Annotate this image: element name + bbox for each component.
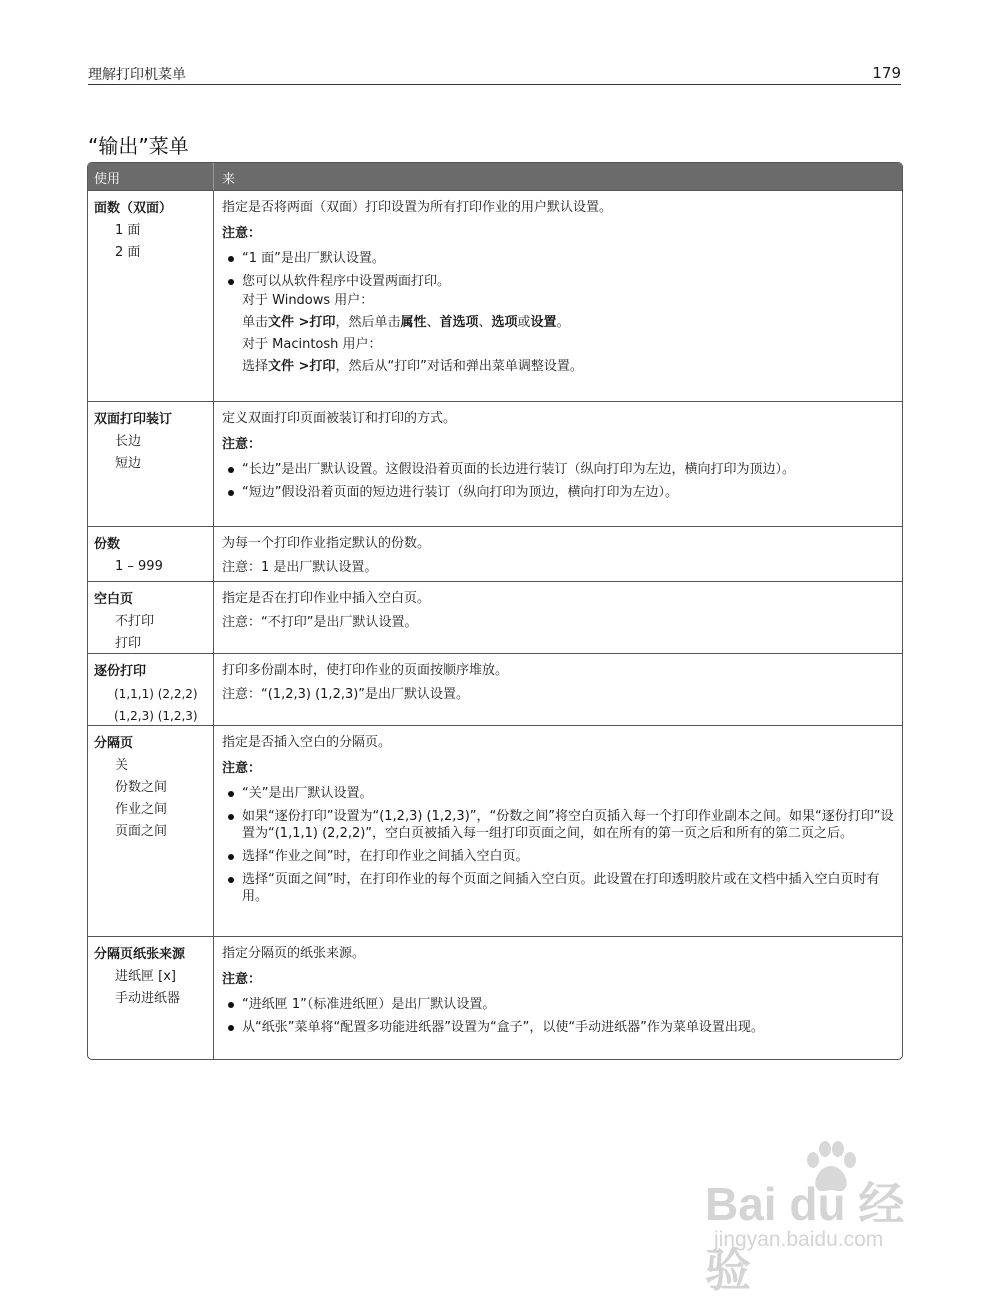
- option-value: 不打印: [115, 614, 155, 629]
- row-desc-cell: [214, 191, 902, 401]
- row-option-cell: [88, 191, 214, 401]
- description: 打印多份副本时，使打印作业的页面按顺序堆放。: [222, 663, 509, 678]
- option-name: 份数: [94, 537, 121, 552]
- table-row: [88, 581, 902, 653]
- menu-path: 首选项: [439, 315, 479, 330]
- row-option-cell: [88, 937, 214, 1059]
- row-desc-cell: [214, 654, 902, 725]
- mac-label: 对于 Macintosh 用户：: [242, 337, 382, 352]
- note-label: 注意：: [222, 972, 262, 987]
- mac-steps: [222, 356, 894, 378]
- menu-path: 文件 >打印: [268, 315, 336, 330]
- windows-steps: [222, 312, 894, 334]
- watermark-logo: Bai du 经验: [705, 1178, 905, 1296]
- option-value: 作业之间: [115, 802, 168, 817]
- text-span: 单击: [242, 315, 269, 330]
- table-row: [88, 401, 902, 526]
- row-option-cell: [88, 402, 214, 526]
- note-text: 注意：1 是出厂默认设置。: [222, 560, 378, 575]
- description: 指定是否将两面（双面）打印设置为所有打印作业的用户默认设置。: [222, 200, 613, 215]
- section-title: “输出”菜单: [88, 134, 189, 158]
- bullet-item: “短边”假设沿着页面的短边进行装订（纵向打印为顶边，横向打印为左边）。: [222, 484, 894, 501]
- bullet-item: 选择“页面之间”时，在打印作业的每个页面之间插入空白页。此设置在打印透明胶片或在文档中插入空白页时有用。: [222, 871, 894, 905]
- bullet-item: “1 面”是出厂默认设置。: [222, 250, 894, 267]
- col-header-use: 使用: [88, 163, 214, 190]
- option-value: 2 面: [115, 245, 141, 260]
- note-text: 注意：“不打印”是出厂默认设置。: [222, 615, 418, 630]
- option-value: 关: [115, 758, 129, 773]
- option-name: 面数（双面）: [94, 201, 173, 216]
- table-row: [88, 725, 902, 936]
- bullet-list: [222, 996, 894, 1036]
- watermark: [700, 1140, 930, 1296]
- row-desc-cell: [214, 937, 902, 1059]
- col-header-to: 来: [222, 172, 236, 187]
- menu-path: 选项: [491, 315, 518, 330]
- bullet-item: 如果“逐份打印”设置为“(1,2,3) (1,2,3)”，“份数之间”将空白页插入每一个打印作业副本之间。如果“逐份打印”设置为“(1,1,1) (2,2,2)”，空白页被插入每一组打印页面之间，如在所有的第一页之后和所有的第二页之后。: [222, 808, 894, 842]
- option-value: 打印: [115, 636, 142, 651]
- table-row: [88, 936, 902, 1059]
- option-value: 1 – 999: [115, 559, 163, 574]
- option-name: 分隔页纸张来源: [94, 947, 186, 962]
- description: 指定是否插入空白的分隔页。: [222, 735, 392, 750]
- table-header: [88, 163, 902, 190]
- option-name: 双面打印装订: [94, 412, 173, 427]
- note-label: 注意：: [222, 437, 262, 452]
- option-value: (1,1,1) (2,2,2): [114, 687, 198, 701]
- note-text: 注意：“(1,2,3) (1,2,3)”是出厂默认设置。: [222, 687, 470, 702]
- menu-path: 设置: [530, 315, 557, 330]
- table-row: [88, 190, 902, 401]
- description: 指定分隔页的纸张来源。: [222, 946, 366, 961]
- row-desc-cell: [214, 527, 902, 581]
- option-value: 进纸匣 [x]: [115, 969, 176, 984]
- description: 定义双面打印页面被装订和打印的方式。: [222, 411, 457, 426]
- text-span: ，然后从“打印”对话和弹出菜单调整设置。: [335, 359, 583, 374]
- windows-label: 对于 Windows 用户：: [242, 293, 374, 308]
- row-option-cell: [88, 726, 214, 936]
- option-value: (1,2,3) (1,2,3): [114, 709, 198, 723]
- text-span: 、: [478, 315, 492, 330]
- bullet-list: [222, 461, 894, 501]
- row-option-cell: [88, 582, 214, 653]
- row-desc-cell: [214, 726, 902, 936]
- menu-path: 属性: [400, 315, 427, 330]
- option-name: 分隔页: [94, 736, 134, 751]
- option-value: 份数之间: [115, 780, 168, 795]
- bullet-item: “关”是出厂默认设置。: [222, 785, 894, 802]
- option-name: 逐份打印: [94, 664, 147, 679]
- text-span: 、: [426, 315, 440, 330]
- header-title: 理解打印机菜单: [88, 67, 186, 83]
- option-value: 短边: [115, 456, 142, 471]
- text-span: ，然后单击: [335, 315, 401, 330]
- row-desc-cell: [214, 402, 902, 526]
- option-name: 空白页: [94, 592, 134, 607]
- menu-path: 文件 >打印: [268, 359, 336, 374]
- text-span: 或: [517, 315, 531, 330]
- bullet-list: [222, 250, 894, 290]
- bullet-list: [222, 785, 894, 905]
- note-label: 注意：: [222, 226, 262, 241]
- option-value: 1 面: [115, 223, 141, 238]
- option-value: 页面之间: [115, 824, 168, 839]
- row-option-cell: [88, 527, 214, 581]
- bullet-item: 从“纸张”菜单将“配置多功能进纸器”设置为“盒子”，以使“手动进纸器”作为菜单设置出现。: [222, 1019, 894, 1036]
- row-option-cell: [88, 654, 214, 725]
- menu-table: [87, 162, 903, 1060]
- bullet-item: “进纸匣 1”（标准进纸匣）是出厂默认设置。: [222, 996, 894, 1013]
- row-desc-cell: [214, 582, 902, 653]
- option-value: 长边: [115, 434, 142, 449]
- table-row: [88, 653, 902, 725]
- page-number: 179: [872, 64, 901, 82]
- bullet-item: “长边”是出厂默认设置。这假设沿着页面的长边进行装订（纵向打印为左边，横向打印为顶边）。: [222, 461, 894, 478]
- option-value: 手动进纸器: [115, 991, 181, 1006]
- note-label: 注意：: [222, 761, 262, 776]
- bullet-item: 选择“作业之间”时，在打印作业之间插入空白页。: [222, 848, 894, 865]
- description: 为每一个打印作业指定默认的份数。: [222, 536, 431, 551]
- bullet-item: 您可以从软件程序中设置两面打印。: [222, 273, 894, 290]
- text-span: 选择: [242, 359, 269, 374]
- description: 指定是否在打印作业中插入空白页。: [222, 591, 431, 606]
- text-span: 。: [556, 315, 570, 330]
- page-header: [88, 62, 901, 85]
- watermark-url: jingyan.baidu.com: [714, 1228, 884, 1251]
- table-row: [88, 526, 902, 581]
